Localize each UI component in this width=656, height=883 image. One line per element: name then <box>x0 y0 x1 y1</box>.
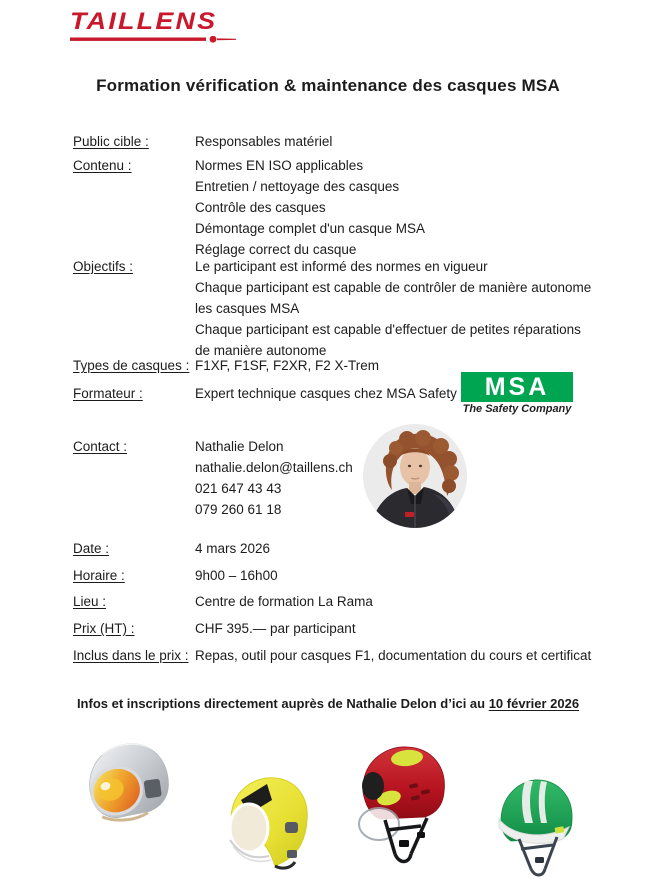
field-value-line: de manière autonome <box>195 343 327 358</box>
red-f2xr-helmet-image <box>347 734 459 876</box>
taillens-logo-text: TAILLENS <box>70 8 218 35</box>
field-value <box>195 645 591 666</box>
field-row-prix <box>73 618 356 639</box>
field-value <box>195 591 373 612</box>
contact-phone-1: 021 647 43 43 <box>195 481 282 496</box>
field-row-types-de-casques <box>73 355 379 376</box>
field-value <box>195 618 356 639</box>
field-value-line: 4 mars 2026 <box>195 541 271 556</box>
msa-logo-tagline: The Safety Company <box>462 403 572 415</box>
field-label: Date : <box>73 541 110 556</box>
field-label: Objectifs : <box>73 259 134 274</box>
field-label: Horaire : <box>73 568 125 583</box>
field-value-line: Réglage correct du casque <box>195 242 357 257</box>
field-value-line: 9h00 – 16h00 <box>195 568 278 583</box>
field-label: Prix (HT) : <box>73 621 135 636</box>
field-value-line: Démontage complet d'un casque MSA <box>195 221 425 236</box>
field-label: Formateur : <box>73 386 143 401</box>
field-row-date <box>73 538 270 559</box>
green-f2-xtrem-helmet-image <box>489 769 585 883</box>
field-value <box>195 565 278 586</box>
field-value-line: Responsables matériel <box>195 134 333 149</box>
field-value-line: Chaque participant est capable d'effectuer de petites réparations <box>195 322 581 337</box>
field-value <box>195 131 332 152</box>
field-row-horaire <box>73 565 278 586</box>
field-value <box>195 256 591 361</box>
field-label: Types de casques : <box>73 358 190 373</box>
taillens-logo <box>70 10 240 44</box>
field-value-line: Normes EN ISO applicables <box>195 158 364 173</box>
field-value-line: les casques MSA <box>195 301 300 316</box>
field-label: Contact : <box>73 439 128 454</box>
silver-f1xf-helmet-image <box>78 735 178 837</box>
field-label: Contenu : <box>73 158 132 173</box>
registration-deadline: 10 février 2026 <box>488 696 580 711</box>
field-value <box>195 355 379 376</box>
field-row-objectifs <box>73 256 591 361</box>
field-value-line: CHF 395.— par participant <box>195 621 356 636</box>
taillens-logo-underline <box>70 36 240 44</box>
field-value-line: Contrôle des casques <box>195 200 326 215</box>
registration-note-text: Infos et inscriptions directement auprès de Nathalie Delon d’ici au <box>76 696 489 711</box>
field-row-lieu <box>73 591 373 612</box>
field-row-formateur <box>73 383 457 404</box>
contact-phone-2: 079 260 61 18 <box>195 502 282 517</box>
field-value <box>195 383 457 404</box>
field-value-line: F1XF, F1SF, F2XR, F2 X-Trem <box>195 358 380 373</box>
page-title: Formation vérification & maintenance des casques MSA <box>96 76 560 95</box>
yellow-f1sf-helmet-image <box>213 766 315 878</box>
field-value <box>195 538 270 559</box>
field-value-line: Entretien / nettoyage des casques <box>195 179 400 194</box>
field-value-line: Centre de formation La Rama <box>195 594 373 609</box>
msa-logo-wordmark: MSA <box>461 372 573 402</box>
contact-name: Nathalie Delon <box>195 439 284 454</box>
field-value <box>195 436 353 520</box>
field-row-contenu <box>73 155 425 260</box>
field-row-public-cible <box>73 131 332 152</box>
field-row-contact <box>73 436 353 520</box>
portrait-image <box>363 424 467 528</box>
field-row-inclus <box>73 645 591 666</box>
field-value-line: Expert technique casques chez MSA Safety <box>195 386 457 401</box>
field-label: Inclus dans le prix : <box>73 648 189 663</box>
field-label: Lieu : <box>73 594 107 609</box>
registration-note <box>0 696 656 711</box>
field-label: Public cible : <box>73 134 149 149</box>
contact-email: nathalie.delon@taillens.ch <box>195 460 353 475</box>
contact-photo <box>363 424 467 528</box>
field-value-line: Chaque participant est capable de contrôler de manière autonome <box>195 280 592 295</box>
field-value <box>195 155 425 260</box>
field-value-line: Le participant est informé des normes en vigueur <box>195 259 488 274</box>
field-value-line: Repas, outil pour casques F1, documentation du cours et certificat <box>195 648 592 663</box>
msa-logo <box>461 372 573 415</box>
